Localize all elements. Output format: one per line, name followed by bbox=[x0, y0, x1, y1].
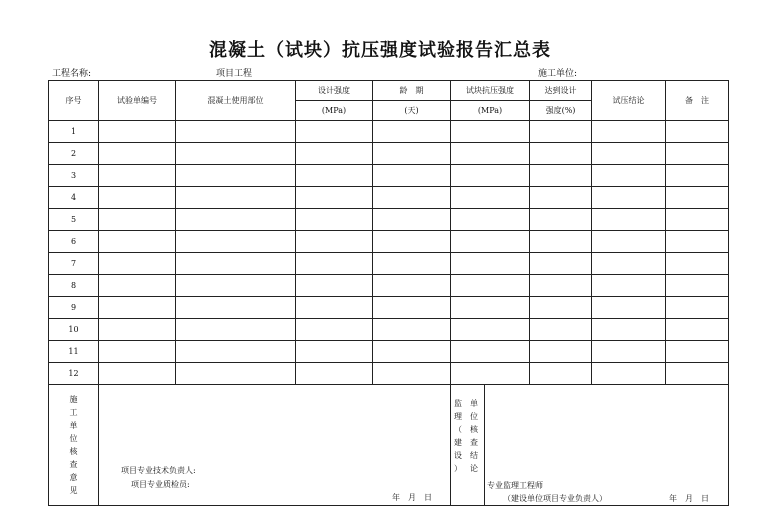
qc-inspector-label: 项目专业质检员: bbox=[131, 480, 190, 489]
row-number: 5 bbox=[49, 209, 99, 231]
table-row bbox=[49, 319, 729, 341]
row-number: 4 bbox=[49, 187, 99, 209]
row-number: 1 bbox=[49, 121, 99, 143]
summary-table bbox=[48, 80, 729, 506]
header-location: 混凝土使用部位 bbox=[176, 81, 296, 121]
table-row bbox=[49, 187, 729, 209]
header-conclusion: 试压结论 bbox=[592, 81, 666, 121]
contractor-opinion-label: 施 工 单 位 核 查 意 见 bbox=[49, 385, 99, 506]
row-number: 9 bbox=[49, 297, 99, 319]
header-design-strength: 设计强度 bbox=[296, 81, 373, 101]
table-row bbox=[49, 275, 729, 297]
header-seq: 序号 bbox=[49, 81, 99, 121]
contractor-date: 年 月 日 bbox=[392, 493, 432, 502]
supervisor-label-col1: 监 理 （ 建 设 ） bbox=[454, 399, 462, 473]
row-number: 6 bbox=[49, 231, 99, 253]
table-row bbox=[49, 165, 729, 187]
owner-lead-label: （建设单位项目专业负责人） bbox=[503, 494, 607, 503]
page-title: 混凝土（试块）抗压强度试验报告汇总表 bbox=[209, 40, 551, 61]
project-name-label: 工程名称: bbox=[52, 69, 92, 79]
header-age: 龄 期 bbox=[373, 81, 451, 101]
table-row bbox=[49, 143, 729, 165]
row-number: 12 bbox=[49, 363, 99, 385]
row-number: 7 bbox=[49, 253, 99, 275]
header-test-unit: (MPa) bbox=[451, 101, 530, 121]
table-row bbox=[49, 209, 729, 231]
table-row bbox=[49, 231, 729, 253]
header-test-strength: 试块抗压强度 bbox=[451, 81, 530, 101]
header-remark: 备 注 bbox=[666, 81, 729, 121]
supervisor-engineer-label: 专业监理工程师 bbox=[487, 481, 543, 490]
row-number: 11 bbox=[49, 341, 99, 363]
header-reach-unit: 强度(%) bbox=[530, 101, 592, 121]
table-row bbox=[49, 297, 729, 319]
table-row bbox=[49, 253, 729, 275]
tech-lead-label: 项目专业技术负责人: bbox=[121, 466, 196, 475]
contractor-label: 施工单位: bbox=[538, 69, 578, 79]
supervisor-label-col2: 单 位 核 查 结 论 bbox=[470, 399, 478, 473]
supervisor-date: 年 月 日 bbox=[669, 494, 709, 503]
row-number: 3 bbox=[49, 165, 99, 187]
header-reach: 达到设计 bbox=[530, 81, 592, 101]
table-row bbox=[49, 341, 729, 363]
header-age-unit: (天) bbox=[373, 101, 451, 121]
signature-row bbox=[49, 385, 729, 506]
project-name-value: 项目工程 bbox=[216, 69, 253, 79]
row-number: 2 bbox=[49, 143, 99, 165]
header-report-no: 试验单编号 bbox=[99, 81, 176, 121]
row-number: 10 bbox=[49, 319, 99, 341]
header-design-unit: (MPa) bbox=[296, 101, 373, 121]
table-row bbox=[49, 363, 729, 385]
contractor-opinion-area bbox=[99, 385, 451, 506]
table-row bbox=[49, 121, 729, 143]
row-number: 8 bbox=[49, 275, 99, 297]
supervisor-area bbox=[451, 385, 729, 506]
